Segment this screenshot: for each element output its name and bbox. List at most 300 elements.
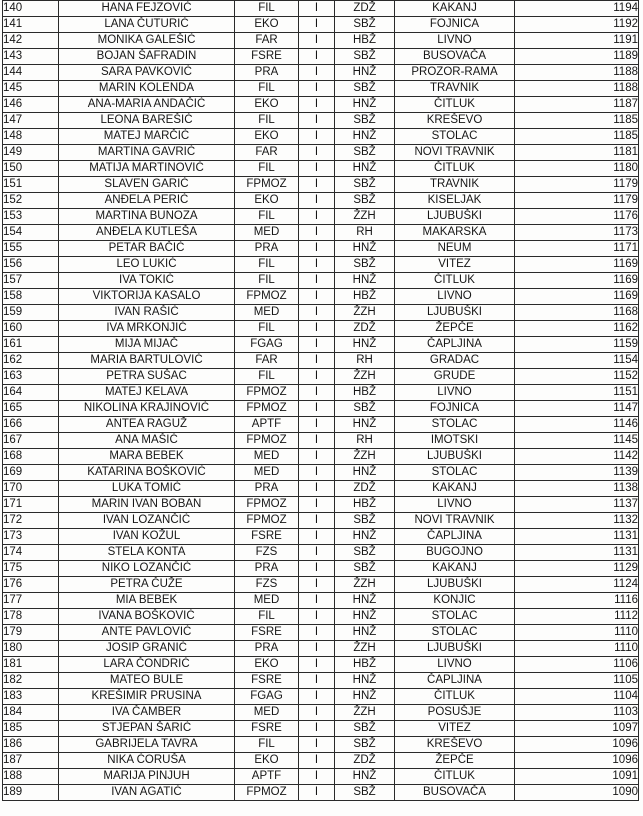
rank-cell: 181 — [3, 657, 59, 673]
rank-cell: 164 — [3, 385, 59, 401]
study-year-cell: I — [299, 145, 335, 161]
table-row — [3, 753, 639, 769]
study-year-cell: I — [299, 577, 335, 593]
canton-cell: HNŽ — [335, 161, 395, 177]
canton-cell: ŽZH — [335, 641, 395, 657]
faculty-cell: EKO — [235, 17, 299, 33]
rank-cell: 154 — [3, 225, 59, 241]
municipality-cell: ČITLUK — [395, 97, 515, 113]
canton-cell: SBŽ — [335, 561, 395, 577]
canton-cell: SBŽ — [335, 545, 395, 561]
canton-cell: ŽZH — [335, 305, 395, 321]
table-row — [3, 273, 639, 289]
rank-cell: 161 — [3, 337, 59, 353]
table-row — [3, 593, 639, 609]
points-cell: 1168 — [515, 305, 639, 321]
municipality-cell: VITEZ — [395, 257, 515, 273]
municipality-cell: ČITLUK — [395, 273, 515, 289]
canton-cell: ZDŽ — [335, 753, 395, 769]
municipality-cell: KONJIC — [395, 593, 515, 609]
student-name-cell: ANĐELA PERIĆ — [59, 193, 235, 209]
study-year-cell: I — [299, 481, 335, 497]
points-cell: 1096 — [515, 753, 639, 769]
table-row — [3, 1, 639, 17]
rank-cell: 188 — [3, 769, 59, 785]
rank-cell: 184 — [3, 705, 59, 721]
table-row — [3, 625, 639, 641]
rank-cell: 157 — [3, 273, 59, 289]
rank-cell: 176 — [3, 577, 59, 593]
table-row — [3, 337, 639, 353]
municipality-cell: ŽEPČE — [395, 321, 515, 337]
canton-cell: HNŽ — [335, 65, 395, 81]
student-name-cell: MARTINA GAVRIĆ — [59, 145, 235, 161]
points-cell: 1131 — [515, 529, 639, 545]
points-cell: 1147 — [515, 401, 639, 417]
faculty-cell: FSRE — [235, 721, 299, 737]
faculty-cell: FIL — [235, 609, 299, 625]
municipality-cell: PROZOR-RAMA — [395, 65, 515, 81]
student-name-cell: MARTINA BUNOZA — [59, 209, 235, 225]
study-year-cell: I — [299, 737, 335, 753]
municipality-cell: ŽEPČE — [395, 753, 515, 769]
student-name-cell: GABRIJELA TAVRA — [59, 737, 235, 753]
student-name-cell: SARA PAVKOVIĆ — [59, 65, 235, 81]
canton-cell: HBŽ — [335, 657, 395, 673]
canton-cell: ZDŽ — [335, 321, 395, 337]
points-cell: 1187 — [515, 97, 639, 113]
rank-cell: 165 — [3, 401, 59, 417]
points-cell: 1169 — [515, 273, 639, 289]
canton-cell: HNŽ — [335, 593, 395, 609]
table-row — [3, 737, 639, 753]
municipality-cell: STOLAC — [395, 417, 515, 433]
study-year-cell: I — [299, 785, 335, 801]
student-name-cell: NIKA ĆORUŠA — [59, 753, 235, 769]
rank-cell: 166 — [3, 417, 59, 433]
points-cell: 1131 — [515, 545, 639, 561]
student-name-cell: MATEO BULE — [59, 673, 235, 689]
table-row — [3, 561, 639, 577]
rank-cell: 178 — [3, 609, 59, 625]
study-year-cell: I — [299, 1, 335, 17]
student-name-cell: STELA KONTA — [59, 545, 235, 561]
study-year-cell: I — [299, 321, 335, 337]
points-cell: 1112 — [515, 609, 639, 625]
student-name-cell: MARIN KOLENDA — [59, 81, 235, 97]
municipality-cell: TRAVNIK — [395, 81, 515, 97]
table-row — [3, 353, 639, 369]
canton-cell: SBŽ — [335, 145, 395, 161]
rank-cell: 160 — [3, 321, 59, 337]
table-row — [3, 545, 639, 561]
rank-cell: 189 — [3, 785, 59, 801]
canton-cell: SBŽ — [335, 785, 395, 801]
canton-cell: SBŽ — [335, 513, 395, 529]
rank-cell: 171 — [3, 497, 59, 513]
table-row — [3, 609, 639, 625]
table-row — [3, 785, 639, 801]
table-row — [3, 257, 639, 273]
table-row — [3, 49, 639, 65]
faculty-cell: FPMOZ — [235, 177, 299, 193]
canton-cell: RH — [335, 225, 395, 241]
municipality-cell: BUGOJNO — [395, 545, 515, 561]
study-year-cell: I — [299, 161, 335, 177]
points-cell: 1110 — [515, 625, 639, 641]
study-year-cell: I — [299, 561, 335, 577]
student-name-cell: MARA BEBEK — [59, 449, 235, 465]
points-cell: 1132 — [515, 513, 639, 529]
canton-cell: HNŽ — [335, 273, 395, 289]
points-cell: 1124 — [515, 577, 639, 593]
study-year-cell: I — [299, 417, 335, 433]
municipality-cell: LJUBUŠKI — [395, 305, 515, 321]
points-cell: 1106 — [515, 657, 639, 673]
municipality-cell: ČITLUK — [395, 161, 515, 177]
faculty-cell: FPMOZ — [235, 785, 299, 801]
canton-cell: HNŽ — [335, 129, 395, 145]
faculty-cell: FIL — [235, 257, 299, 273]
study-year-cell: I — [299, 33, 335, 49]
points-cell: 1097 — [515, 721, 639, 737]
faculty-cell: MED — [235, 449, 299, 465]
canton-cell: HBŽ — [335, 289, 395, 305]
table-row — [3, 465, 639, 481]
municipality-cell: LJUBUŠKI — [395, 577, 515, 593]
student-name-cell: NIKO LOZANČIĆ — [59, 561, 235, 577]
points-cell: 1162 — [515, 321, 639, 337]
municipality-cell: NEUM — [395, 241, 515, 257]
rank-cell: 152 — [3, 193, 59, 209]
municipality-cell: KAKANJ — [395, 481, 515, 497]
rank-cell: 153 — [3, 209, 59, 225]
table-row — [3, 705, 639, 721]
table-row — [3, 65, 639, 81]
municipality-cell: VITEZ — [395, 721, 515, 737]
canton-cell: HNŽ — [335, 97, 395, 113]
student-name-cell: HANA FEJZOVIĆ — [59, 1, 235, 17]
student-name-cell: IVAN AGATIĆ — [59, 785, 235, 801]
study-year-cell: I — [299, 241, 335, 257]
municipality-cell: BUSOVAČA — [395, 785, 515, 801]
faculty-cell: FSRE — [235, 49, 299, 65]
canton-cell: SBŽ — [335, 721, 395, 737]
canton-cell: SBŽ — [335, 193, 395, 209]
municipality-cell: STOLAC — [395, 625, 515, 641]
table-row — [3, 81, 639, 97]
municipality-cell: LJUBUŠKI — [395, 641, 515, 657]
canton-cell: SBŽ — [335, 401, 395, 417]
table-row — [3, 481, 639, 497]
faculty-cell: FZS — [235, 577, 299, 593]
municipality-cell: BUSOVAČA — [395, 49, 515, 65]
rank-cell: 162 — [3, 353, 59, 369]
canton-cell: ŽZH — [335, 369, 395, 385]
rank-cell: 163 — [3, 369, 59, 385]
municipality-cell: STOLAC — [395, 609, 515, 625]
student-name-cell: LEO LUKIĆ — [59, 257, 235, 273]
student-name-cell: MATEJ MARČIĆ — [59, 129, 235, 145]
table-row — [3, 177, 639, 193]
rank-cell: 186 — [3, 737, 59, 753]
rank-cell: 149 — [3, 145, 59, 161]
table-row — [3, 161, 639, 177]
rank-cell: 158 — [3, 289, 59, 305]
table-row — [3, 449, 639, 465]
table-row — [3, 513, 639, 529]
study-year-cell: I — [299, 673, 335, 689]
table-row — [3, 241, 639, 257]
points-cell: 1189 — [515, 49, 639, 65]
points-cell: 1171 — [515, 241, 639, 257]
canton-cell: HNŽ — [335, 417, 395, 433]
rank-cell: 180 — [3, 641, 59, 657]
table-row — [3, 641, 639, 657]
student-name-cell: ANTEA RAGUŽ — [59, 417, 235, 433]
study-year-cell: I — [299, 513, 335, 529]
canton-cell: ŽZH — [335, 209, 395, 225]
faculty-cell: FIL — [235, 1, 299, 17]
points-cell: 1138 — [515, 481, 639, 497]
canton-cell: HNŽ — [335, 625, 395, 641]
municipality-cell: ČITLUK — [395, 689, 515, 705]
points-cell: 1176 — [515, 209, 639, 225]
faculty-cell: EKO — [235, 129, 299, 145]
points-cell: 1154 — [515, 353, 639, 369]
municipality-cell: MAKARSKA — [395, 225, 515, 241]
canton-cell: HNŽ — [335, 465, 395, 481]
table-row — [3, 321, 639, 337]
faculty-cell: FIL — [235, 369, 299, 385]
canton-cell: HNŽ — [335, 337, 395, 353]
study-year-cell: I — [299, 129, 335, 145]
study-year-cell: I — [299, 385, 335, 401]
municipality-cell: ČAPLJINA — [395, 337, 515, 353]
study-year-cell: I — [299, 49, 335, 65]
student-name-cell: VIKTORIJA KASALO — [59, 289, 235, 305]
municipality-cell: LIVNO — [395, 289, 515, 305]
study-year-cell: I — [299, 17, 335, 33]
student-name-cell: IVAN LOZANČIĆ — [59, 513, 235, 529]
canton-cell: SBŽ — [335, 17, 395, 33]
municipality-cell: KREŠEVO — [395, 113, 515, 129]
canton-cell: RH — [335, 353, 395, 369]
canton-cell: ZDŽ — [335, 481, 395, 497]
faculty-cell: PRA — [235, 241, 299, 257]
student-name-cell: IVAN RAŠIĆ — [59, 305, 235, 321]
table-row — [3, 497, 639, 513]
study-year-cell: I — [299, 497, 335, 513]
rank-cell: 168 — [3, 449, 59, 465]
study-year-cell: I — [299, 433, 335, 449]
table-row — [3, 305, 639, 321]
rank-cell: 182 — [3, 673, 59, 689]
municipality-cell: KAKANJ — [395, 561, 515, 577]
study-year-cell: I — [299, 529, 335, 545]
municipality-cell: STOLAC — [395, 465, 515, 481]
study-year-cell: I — [299, 593, 335, 609]
study-year-cell: I — [299, 465, 335, 481]
municipality-cell: IMOTSKI — [395, 433, 515, 449]
faculty-cell: FGAG — [235, 689, 299, 705]
rank-cell: 156 — [3, 257, 59, 273]
faculty-cell: EKO — [235, 657, 299, 673]
faculty-cell: EKO — [235, 193, 299, 209]
student-name-cell: KREŠIMIR PRUSINA — [59, 689, 235, 705]
rank-cell: 185 — [3, 721, 59, 737]
study-year-cell: I — [299, 369, 335, 385]
faculty-cell: FIL — [235, 209, 299, 225]
student-name-cell: MONIKA GALEŠIĆ — [59, 33, 235, 49]
points-cell: 1151 — [515, 385, 639, 401]
student-name-cell: PETAR BAČIĆ — [59, 241, 235, 257]
faculty-cell: FZS — [235, 545, 299, 561]
study-year-cell: I — [299, 625, 335, 641]
points-cell: 1139 — [515, 465, 639, 481]
faculty-cell: FSRE — [235, 625, 299, 641]
canton-cell: ŽZH — [335, 705, 395, 721]
study-year-cell: I — [299, 305, 335, 321]
study-year-cell: I — [299, 353, 335, 369]
canton-cell: HNŽ — [335, 689, 395, 705]
table-row — [3, 113, 639, 129]
points-cell: 1152 — [515, 369, 639, 385]
faculty-cell: FIL — [235, 737, 299, 753]
points-cell: 1104 — [515, 689, 639, 705]
table-row — [3, 673, 639, 689]
faculty-cell: FAR — [235, 145, 299, 161]
points-cell: 1129 — [515, 561, 639, 577]
canton-cell: HNŽ — [335, 769, 395, 785]
student-name-cell: ANA MAŠIĆ — [59, 433, 235, 449]
points-cell: 1185 — [515, 129, 639, 145]
study-year-cell: I — [299, 449, 335, 465]
student-name-cell: JOSIP GRANIĆ — [59, 641, 235, 657]
study-year-cell: I — [299, 177, 335, 193]
canton-cell: SBŽ — [335, 737, 395, 753]
municipality-cell: GRADAC — [395, 353, 515, 369]
rank-cell: 145 — [3, 81, 59, 97]
study-year-cell: I — [299, 97, 335, 113]
rank-cell: 172 — [3, 513, 59, 529]
table-row — [3, 129, 639, 145]
points-cell: 1116 — [515, 593, 639, 609]
canton-cell: HNŽ — [335, 673, 395, 689]
faculty-cell: MED — [235, 305, 299, 321]
faculty-cell: FIL — [235, 113, 299, 129]
rank-cell: 175 — [3, 561, 59, 577]
municipality-cell: LJUBUŠKI — [395, 449, 515, 465]
municipality-cell: ČITLUK — [395, 769, 515, 785]
municipality-cell: STOLAC — [395, 129, 515, 145]
faculty-cell: FPMOZ — [235, 433, 299, 449]
points-cell: 1191 — [515, 33, 639, 49]
points-cell: 1103 — [515, 705, 639, 721]
table-row — [3, 385, 639, 401]
canton-cell: SBŽ — [335, 257, 395, 273]
points-cell: 1145 — [515, 433, 639, 449]
study-year-cell: I — [299, 401, 335, 417]
points-cell: 1142 — [515, 449, 639, 465]
rank-cell: 187 — [3, 753, 59, 769]
study-year-cell: I — [299, 609, 335, 625]
points-cell: 1185 — [515, 113, 639, 129]
municipality-cell: LJUBUŠKI — [395, 209, 515, 225]
faculty-cell: FSRE — [235, 529, 299, 545]
points-cell: 1105 — [515, 673, 639, 689]
student-name-cell: LEONA BAREŠIĆ — [59, 113, 235, 129]
faculty-cell: FGAG — [235, 337, 299, 353]
table-row — [3, 33, 639, 49]
rank-cell: 148 — [3, 129, 59, 145]
faculty-cell: EKO — [235, 753, 299, 769]
table-row — [3, 721, 639, 737]
student-name-cell: SLAVEN GARIĆ — [59, 177, 235, 193]
study-year-cell: I — [299, 193, 335, 209]
student-name-cell: BOJAN ŠAFRADIN — [59, 49, 235, 65]
points-cell: 1194 — [515, 1, 639, 17]
faculty-cell: PRA — [235, 481, 299, 497]
study-year-cell: I — [299, 769, 335, 785]
table-row — [3, 401, 639, 417]
faculty-cell: FAR — [235, 33, 299, 49]
canton-cell: HBŽ — [335, 497, 395, 513]
points-cell: 1188 — [515, 65, 639, 81]
student-name-cell: IVAN KOŽUL — [59, 529, 235, 545]
points-cell: 1090 — [515, 785, 639, 801]
student-name-cell: MARIA BARTULOVIĆ — [59, 353, 235, 369]
student-name-cell: IVANA BOŠKOVIĆ — [59, 609, 235, 625]
faculty-cell: FAR — [235, 353, 299, 369]
faculty-cell: FIL — [235, 161, 299, 177]
study-year-cell: I — [299, 545, 335, 561]
points-cell: 1146 — [515, 417, 639, 433]
rank-cell: 144 — [3, 65, 59, 81]
rank-cell: 151 — [3, 177, 59, 193]
canton-cell: SBŽ — [335, 81, 395, 97]
study-year-cell: I — [299, 225, 335, 241]
points-cell: 1159 — [515, 337, 639, 353]
study-year-cell: I — [299, 689, 335, 705]
faculty-cell: APTF — [235, 417, 299, 433]
student-name-cell: LANA ČUTURIĆ — [59, 17, 235, 33]
rank-cell: 183 — [3, 689, 59, 705]
municipality-cell: ČAPLJINA — [395, 529, 515, 545]
faculty-cell: APTF — [235, 769, 299, 785]
rank-cell: 141 — [3, 17, 59, 33]
points-cell: 1096 — [515, 737, 639, 753]
rank-cell: 142 — [3, 33, 59, 49]
student-name-cell: IVA MRKONJIĆ — [59, 321, 235, 337]
municipality-cell: KREŠEVO — [395, 737, 515, 753]
faculty-cell: PRA — [235, 641, 299, 657]
canton-cell: HNŽ — [335, 241, 395, 257]
student-name-cell: IVA ČAMBER — [59, 705, 235, 721]
municipality-cell: FOJNICA — [395, 401, 515, 417]
municipality-cell: LIVNO — [395, 657, 515, 673]
table-row — [3, 193, 639, 209]
points-cell: 1188 — [515, 81, 639, 97]
table-row — [3, 209, 639, 225]
canton-cell: ŽZH — [335, 449, 395, 465]
table-row — [3, 97, 639, 113]
municipality-cell: LIVNO — [395, 385, 515, 401]
rank-cell: 146 — [3, 97, 59, 113]
points-cell: 1169 — [515, 257, 639, 273]
study-year-cell: I — [299, 289, 335, 305]
points-cell: 1091 — [515, 769, 639, 785]
